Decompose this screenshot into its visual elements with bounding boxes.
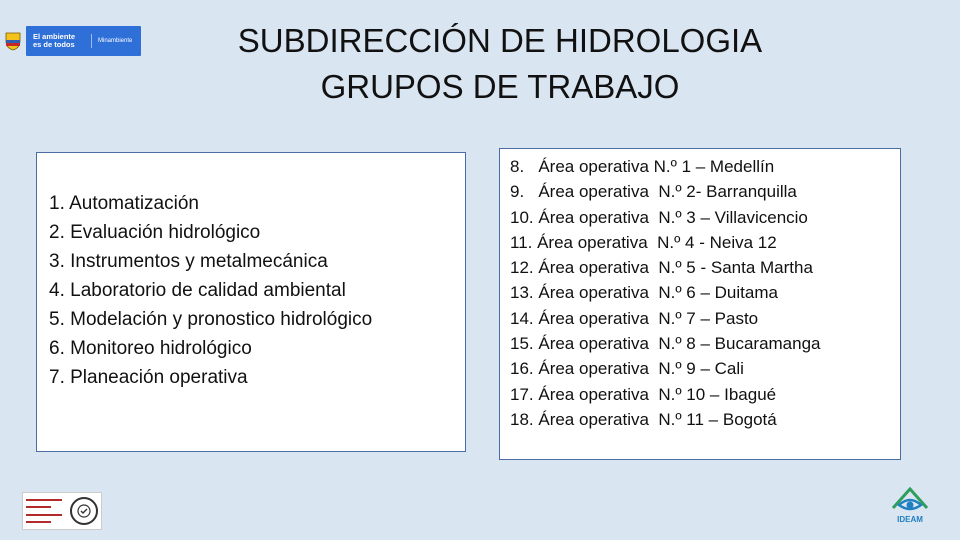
list-item: 16. Área operativa N.º 9 – Cali	[510, 359, 744, 379]
title-line-2: GRUPOS DE TRABAJO	[320, 68, 680, 105]
list-item: 10. Área operativa N.º 3 – Villavicencio	[510, 207, 808, 227]
certification-logo	[22, 492, 102, 530]
work-groups-list	[49, 189, 372, 392]
list-item: 12. Área operativa N.º 5 - Santa Martha	[510, 258, 813, 278]
colombia-seal-icon	[4, 31, 22, 51]
operative-areas-list	[510, 154, 821, 432]
list-item: 18. Área operativa N.º 11 – Bogotá	[510, 409, 777, 429]
list-item: 4. Laboratorio de calidad ambiental	[49, 280, 346, 301]
list-item: 2. Evaluación hidrológico	[49, 222, 261, 243]
list-item: 1. Automatización	[49, 193, 199, 214]
ideam-eye-icon	[890, 486, 930, 514]
list-item: 6. Monitoreo hidrológico	[49, 338, 252, 359]
certification-text-block	[26, 496, 62, 526]
list-item: 9. Área operativa N.º 2- Barranquilla	[510, 182, 797, 202]
page-title	[200, 18, 800, 110]
list-item: 14. Área operativa N.º 7 – Pasto	[510, 308, 759, 328]
operative-areas-box	[499, 148, 901, 460]
brand-text: El ambiente es de todos	[33, 32, 76, 49]
title-line-1: SUBDIRECCIÓN DE HIDROLOGIA	[237, 22, 763, 59]
list-item: 7. Planeación operativa	[49, 367, 248, 388]
ministry-label: Minambiente	[91, 34, 132, 48]
list-item: 17. Área operativa N.º 10 – Ibagué	[510, 384, 777, 404]
list-item: 11. Área operativa N.º 4 - Neiva 12	[510, 232, 777, 252]
work-groups-box	[36, 152, 466, 452]
ideam-logo	[886, 486, 934, 528]
list-item: 5. Modelación y pronostico hidrológico	[49, 309, 373, 330]
certification-seal-icon	[70, 497, 98, 525]
list-item: 8. Área operativa N.º 1 – Medellín	[510, 157, 775, 176]
list-item: 15. Área operativa N.º 8 – Bucaramanga	[510, 334, 821, 354]
brand-banner	[26, 26, 141, 56]
list-item: 3. Instrumentos y metalmecánica	[49, 251, 328, 272]
list-item: 13. Área operativa N.º 6 – Duitama	[510, 283, 778, 303]
ideam-label: IDEAM	[897, 515, 923, 524]
minambiente-logo	[4, 25, 142, 57]
